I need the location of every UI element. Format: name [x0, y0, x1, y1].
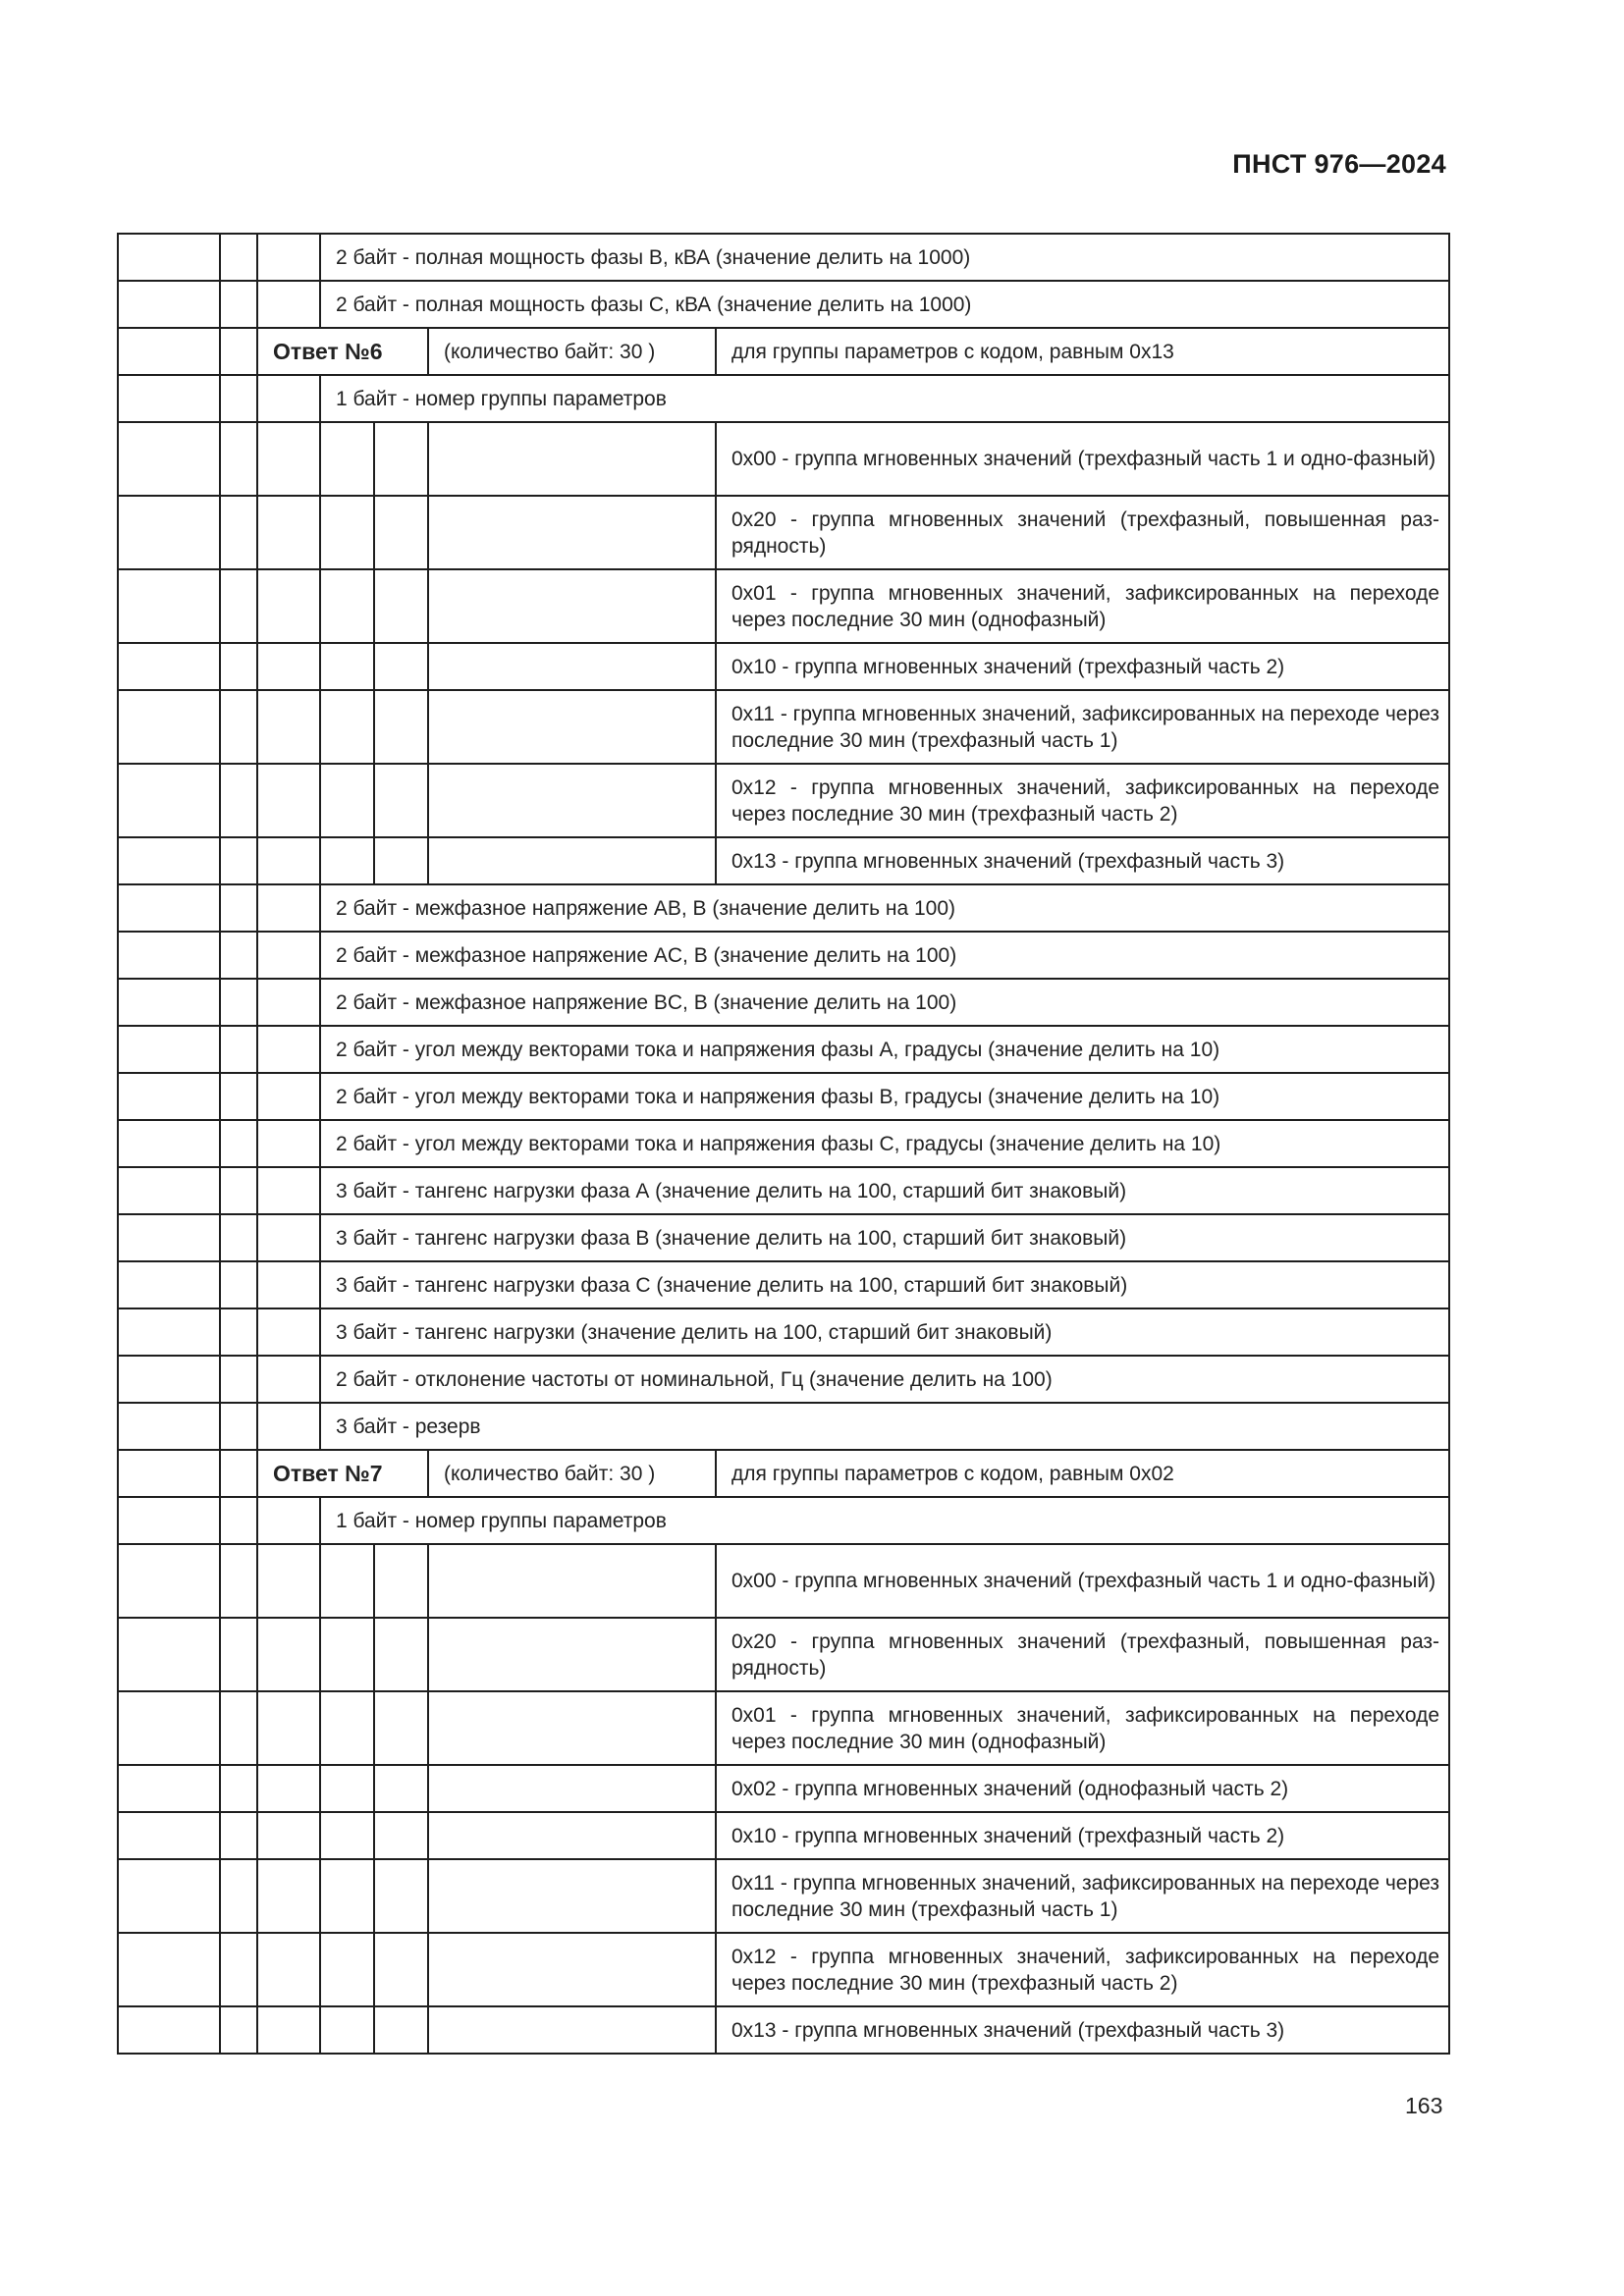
field-text: 3 байт - тангенс нагрузки фаза С (значение делить на 100, старший бит знаковый): [320, 1261, 1449, 1308]
empty-cell: [257, 1618, 320, 1691]
empty-cell: [118, 1765, 220, 1812]
empty-cell: [374, 1859, 428, 1933]
field-row: [118, 1261, 1449, 1308]
empty-cell: [320, 764, 374, 837]
empty-cell: [320, 837, 374, 884]
empty-cell: [428, 1812, 716, 1859]
empty-cell: [257, 1073, 320, 1120]
empty-cell: [428, 764, 716, 837]
group-code-description: 0x13 - группа мгновенных значений (трехфазный часть 3): [716, 837, 1449, 884]
empty-cell: [257, 569, 320, 643]
page-number: 163: [1405, 2093, 1443, 2118]
group-code-description: 0x02 - группа мгновенных значений (однофазный часть 2): [716, 1765, 1449, 1812]
empty-cell: [257, 1859, 320, 1933]
empty-cell: [320, 1933, 374, 2006]
group-code-row: [118, 1859, 1449, 1933]
empty-cell: [257, 1933, 320, 2006]
empty-cell: [118, 690, 220, 764]
group-code-description: 0x01 - группа мгновенных значений, зафиксированных на переходе через последние 30 мин (однофазный): [716, 569, 1449, 643]
group-code-description: 0x20 - группа мгновенных значений (трехфазный, повышенная раз-рядность): [716, 496, 1449, 569]
empty-cell: [320, 1544, 374, 1618]
empty-cell: [118, 643, 220, 690]
field-text: 2 байт - межфазное напряжение BC, В (значение делить на 100): [320, 979, 1449, 1026]
empty-cell: [428, 643, 716, 690]
empty-cell: [257, 643, 320, 690]
group-code-row: [118, 1765, 1449, 1812]
empty-cell: [118, 1308, 220, 1356]
empty-cell: [118, 281, 220, 328]
empty-cell: [320, 690, 374, 764]
empty-cell: [118, 569, 220, 643]
empty-cell: [220, 1356, 257, 1403]
group-code-description: 0x12 - группа мгновенных значений, зафиксированных на переходе через последние 30 мин (трехфазный часть 2): [716, 1933, 1449, 2006]
empty-cell: [257, 764, 320, 837]
field-row: [118, 1214, 1449, 1261]
empty-cell: [428, 690, 716, 764]
empty-cell: [118, 1544, 220, 1618]
empty-cell: [118, 1691, 220, 1765]
empty-cell: [220, 1214, 257, 1261]
empty-cell: [428, 1618, 716, 1691]
empty-cell: [220, 643, 257, 690]
field-text: 2 байт - межфазное напряжение AC, В (значение делить на 100): [320, 932, 1449, 979]
group-code-row: [118, 569, 1449, 643]
field-text: 2 байт - межфазное напряжение AB, В (значение делить на 100): [320, 884, 1449, 932]
empty-cell: [220, 1167, 257, 1214]
empty-cell: [374, 1544, 428, 1618]
group-code-description: 0x00 - группа мгновенных значений (трехфазный часть 1 и одно-фазный): [716, 1544, 1449, 1618]
group-code-row: [118, 1691, 1449, 1765]
empty-cell: [220, 422, 257, 496]
group-code-row: [118, 1544, 1449, 1618]
empty-cell: [220, 569, 257, 643]
group-code-row: [118, 764, 1449, 837]
empty-cell: [118, 375, 220, 422]
field-text: 2 байт - полная мощность фазы C, кВА (значение делить на 1000): [320, 281, 1449, 328]
group-code-description: 0x12 - группа мгновенных значений, зафиксированных на переходе через последние 30 мин (трехфазный часть 2): [716, 764, 1449, 837]
empty-cell: [118, 234, 220, 281]
empty-cell: [257, 979, 320, 1026]
byte-count: (количество байт: 30 ): [428, 328, 716, 375]
empty-cell: [220, 1073, 257, 1120]
field-text: 1 байт - номер группы параметров: [320, 1497, 1449, 1544]
field-text: 2 байт - отклонение частоты от номинальной, Гц (значение делить на 100): [320, 1356, 1449, 1403]
empty-cell: [257, 884, 320, 932]
empty-cell: [320, 496, 374, 569]
protocol-table: [117, 233, 1450, 2055]
empty-cell: [220, 1261, 257, 1308]
empty-cell: [320, 1691, 374, 1765]
empty-cell: [257, 1120, 320, 1167]
empty-cell: [257, 1026, 320, 1073]
empty-cell: [374, 422, 428, 496]
empty-cell: [257, 496, 320, 569]
field-row: [118, 1073, 1449, 1120]
field-row: [118, 1497, 1449, 1544]
byte-count: (количество байт: 30 ): [428, 1450, 716, 1497]
group-note: для группы параметров с кодом, равным 0x13: [716, 328, 1449, 375]
empty-cell: [220, 1308, 257, 1356]
empty-cell: [220, 1544, 257, 1618]
empty-cell: [220, 690, 257, 764]
empty-cell: [320, 1859, 374, 1933]
group-code-row: [118, 496, 1449, 569]
empty-cell: [257, 375, 320, 422]
empty-cell: [320, 2006, 374, 2054]
empty-cell: [257, 1308, 320, 1356]
group-code-description: 0x10 - группа мгновенных значений (трехфазный часть 2): [716, 1812, 1449, 1859]
empty-cell: [118, 764, 220, 837]
empty-cell: [118, 1403, 220, 1450]
empty-cell: [220, 884, 257, 932]
group-code-row: [118, 643, 1449, 690]
field-row: [118, 1356, 1449, 1403]
empty-cell: [118, 1933, 220, 2006]
field-text: 3 байт - тангенс нагрузки (значение делить на 100, старший бит знаковый): [320, 1308, 1449, 1356]
empty-cell: [257, 1812, 320, 1859]
empty-cell: [220, 1933, 257, 2006]
empty-cell: [220, 1450, 257, 1497]
empty-cell: [257, 1765, 320, 1812]
field-text: 2 байт - угол между векторами тока и напряжения фазы С, градусы (значение делить на 10): [320, 1120, 1449, 1167]
field-text: 1 байт - номер группы параметров: [320, 375, 1449, 422]
protocol-table-body: [118, 234, 1449, 2054]
empty-cell: [118, 1214, 220, 1261]
empty-cell: [428, 837, 716, 884]
empty-cell: [118, 1026, 220, 1073]
empty-cell: [428, 1933, 716, 2006]
field-row: [118, 1308, 1449, 1356]
document-code: ПНСТ 976—2024: [1232, 149, 1446, 179]
empty-cell: [374, 2006, 428, 2054]
empty-cell: [118, 884, 220, 932]
empty-cell: [220, 496, 257, 569]
group-code-row: [118, 1812, 1449, 1859]
empty-cell: [220, 932, 257, 979]
empty-cell: [320, 1812, 374, 1859]
empty-cell: [374, 764, 428, 837]
field-row: [118, 932, 1449, 979]
field-text: 2 байт - полная мощность фазы B, кВА (значение делить на 1000): [320, 234, 1449, 281]
field-text: 3 байт - тангенс нагрузки фаза В (значение делить на 100, старший бит знаковый): [320, 1214, 1449, 1261]
empty-cell: [257, 1167, 320, 1214]
empty-cell: [118, 496, 220, 569]
empty-cell: [428, 1765, 716, 1812]
empty-cell: [374, 569, 428, 643]
field-row: [118, 1403, 1449, 1450]
empty-cell: [220, 764, 257, 837]
answer-title: Ответ №6: [257, 328, 428, 375]
field-row: [118, 979, 1449, 1026]
group-code-description: 0x00 - группа мгновенных значений (трехфазный часть 1 и одно-фазный): [716, 422, 1449, 496]
empty-cell: [118, 932, 220, 979]
empty-cell: [220, 234, 257, 281]
empty-cell: [428, 1691, 716, 1765]
empty-cell: [320, 1765, 374, 1812]
empty-cell: [374, 690, 428, 764]
empty-cell: [428, 1544, 716, 1618]
empty-cell: [220, 1765, 257, 1812]
group-code-row: [118, 1618, 1449, 1691]
empty-cell: [118, 1120, 220, 1167]
empty-cell: [220, 375, 257, 422]
empty-cell: [257, 1214, 320, 1261]
group-code-description: 0x01 - группа мгновенных значений, зафиксированных на переходе через последние 30 мин (однофазный): [716, 1691, 1449, 1765]
group-code-description: 0x13 - группа мгновенных значений (трехфазный часть 3): [716, 2006, 1449, 2054]
field-row: [118, 375, 1449, 422]
empty-cell: [257, 1403, 320, 1450]
empty-cell: [320, 643, 374, 690]
field-row: [118, 234, 1449, 281]
empty-cell: [257, 234, 320, 281]
empty-cell: [320, 422, 374, 496]
empty-cell: [220, 1497, 257, 1544]
empty-cell: [374, 1812, 428, 1859]
empty-cell: [220, 1859, 257, 1933]
empty-cell: [428, 422, 716, 496]
empty-cell: [257, 837, 320, 884]
group-code-row: [118, 690, 1449, 764]
empty-cell: [118, 1073, 220, 1120]
empty-cell: [118, 2006, 220, 2054]
empty-cell: [428, 569, 716, 643]
empty-cell: [118, 1497, 220, 1544]
empty-cell: [374, 1691, 428, 1765]
field-row: [118, 1167, 1449, 1214]
empty-cell: [118, 328, 220, 375]
field-text: 3 байт - тангенс нагрузки фаза А (значение делить на 100, старший бит знаковый): [320, 1167, 1449, 1214]
empty-cell: [220, 979, 257, 1026]
field-text: 3 байт - резерв: [320, 1403, 1449, 1450]
group-note: для группы параметров с кодом, равным 0x02: [716, 1450, 1449, 1497]
empty-cell: [118, 422, 220, 496]
empty-cell: [220, 1026, 257, 1073]
empty-cell: [257, 1497, 320, 1544]
empty-cell: [257, 932, 320, 979]
empty-cell: [374, 837, 428, 884]
group-code-row: [118, 2006, 1449, 2054]
group-code-description: 0x20 - группа мгновенных значений (трехфазный, повышенная раз-рядность): [716, 1618, 1449, 1691]
empty-cell: [428, 2006, 716, 2054]
empty-cell: [220, 1403, 257, 1450]
field-text: 2 байт - угол между векторами тока и напряжения фазы А, градусы (значение делить на 10): [320, 1026, 1449, 1073]
empty-cell: [257, 1261, 320, 1308]
answer-header-row: [118, 328, 1449, 375]
empty-cell: [118, 1356, 220, 1403]
answer-header-row: [118, 1450, 1449, 1497]
empty-cell: [118, 1859, 220, 1933]
empty-cell: [257, 1356, 320, 1403]
group-code-description: 0x11 - группа мгновенных значений, зафиксированных на переходе через последние 30 мин (трехфазный часть 1): [716, 1859, 1449, 1933]
empty-cell: [374, 1765, 428, 1812]
empty-cell: [320, 1618, 374, 1691]
empty-cell: [220, 281, 257, 328]
empty-cell: [118, 1618, 220, 1691]
empty-cell: [257, 281, 320, 328]
empty-cell: [257, 2006, 320, 2054]
empty-cell: [374, 1618, 428, 1691]
empty-cell: [220, 1691, 257, 1765]
answer-title: Ответ №7: [257, 1450, 428, 1497]
empty-cell: [118, 979, 220, 1026]
empty-cell: [428, 496, 716, 569]
empty-cell: [428, 1859, 716, 1933]
empty-cell: [220, 1618, 257, 1691]
group-code-row: [118, 837, 1449, 884]
empty-cell: [257, 1691, 320, 1765]
group-code-description: 0x11 - группа мгновенных значений, зафиксированных на переходе через последние 30 мин (трехфазный часть 1): [716, 690, 1449, 764]
empty-cell: [374, 1933, 428, 2006]
empty-cell: [220, 328, 257, 375]
empty-cell: [118, 837, 220, 884]
empty-cell: [257, 422, 320, 496]
empty-cell: [374, 643, 428, 690]
field-row: [118, 1026, 1449, 1073]
empty-cell: [257, 690, 320, 764]
group-code-row: [118, 422, 1449, 496]
empty-cell: [118, 1167, 220, 1214]
empty-cell: [118, 1261, 220, 1308]
empty-cell: [220, 2006, 257, 2054]
empty-cell: [374, 496, 428, 569]
empty-cell: [220, 837, 257, 884]
field-text: 2 байт - угол между векторами тока и напряжения фазы В, градусы (значение делить на 10): [320, 1073, 1449, 1120]
field-row: [118, 1120, 1449, 1167]
field-row: [118, 884, 1449, 932]
group-code-description: 0x10 - группа мгновенных значений (трехфазный часть 2): [716, 643, 1449, 690]
empty-cell: [220, 1120, 257, 1167]
empty-cell: [320, 569, 374, 643]
group-code-row: [118, 1933, 1449, 2006]
field-row: [118, 281, 1449, 328]
empty-cell: [118, 1812, 220, 1859]
empty-cell: [257, 1544, 320, 1618]
empty-cell: [220, 1812, 257, 1859]
empty-cell: [118, 1450, 220, 1497]
